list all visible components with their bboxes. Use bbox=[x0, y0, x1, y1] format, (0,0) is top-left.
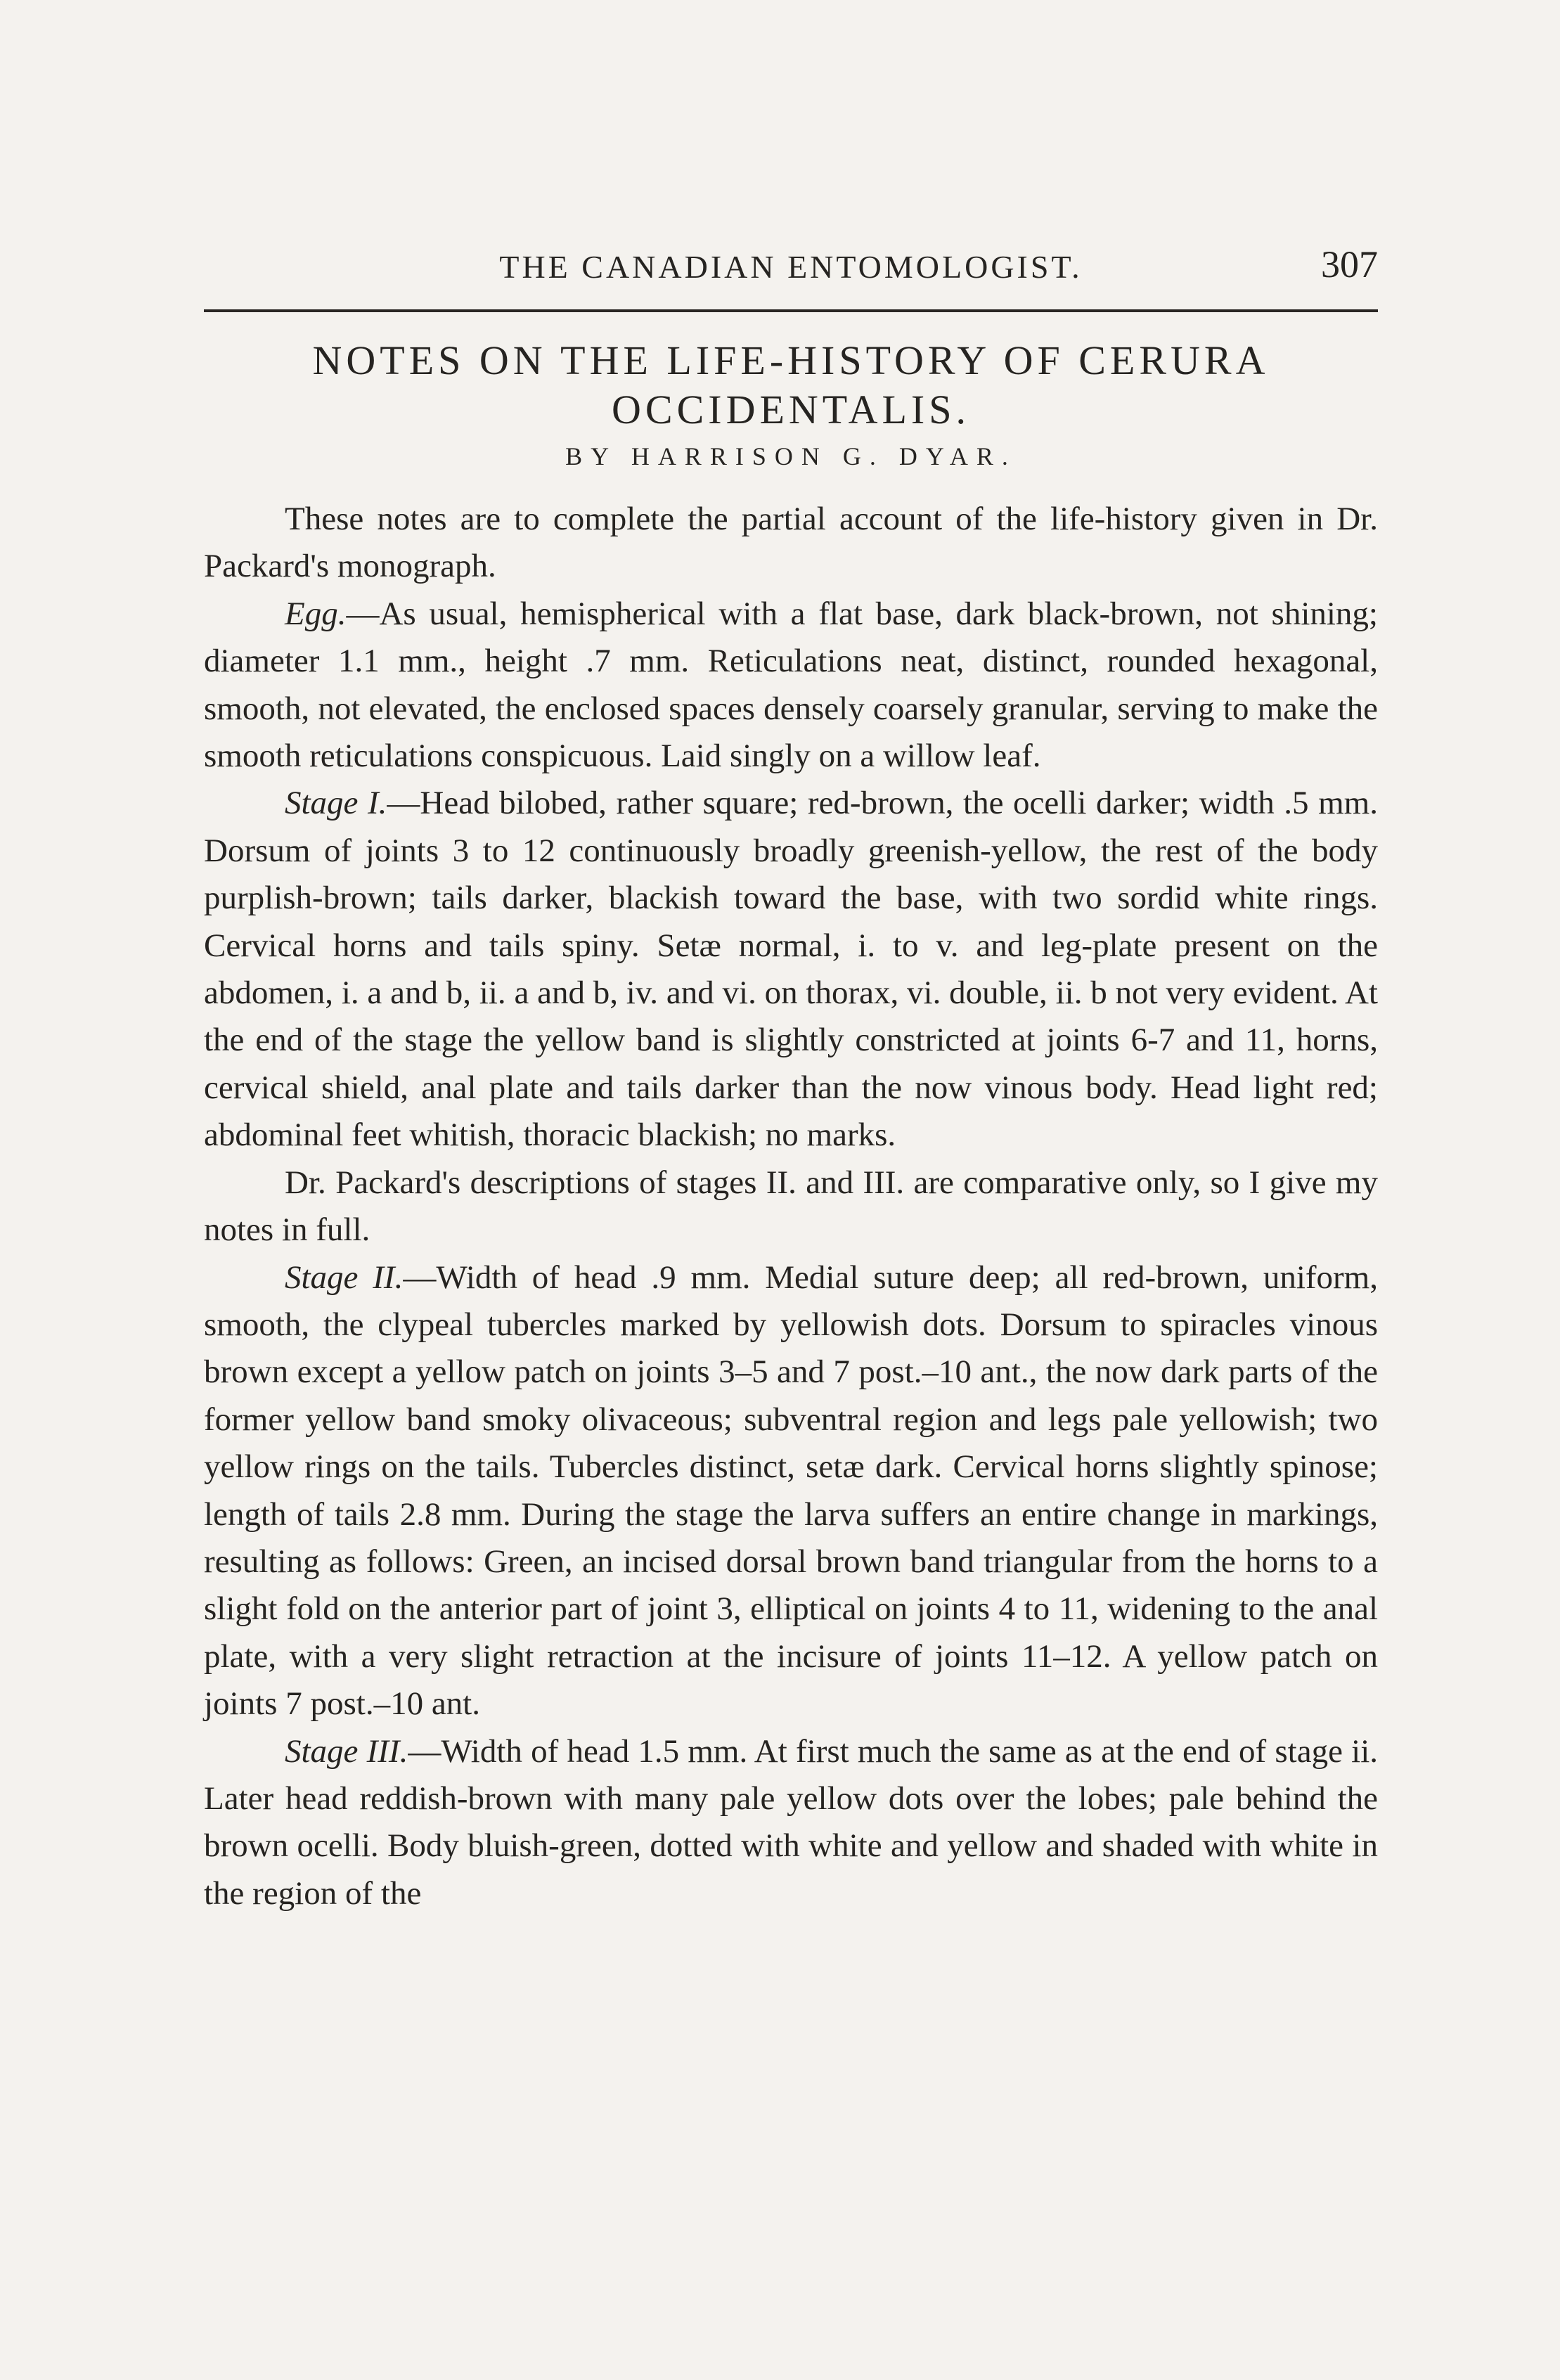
article-title-line-2: OCCIDENTALIS. bbox=[612, 387, 970, 432]
paragraph-text: —Head bilobed, rather square; red-brown, the ocelli darker; width .5 mm. Dorsum of joints 3 to 12 continuously broadly greenish-yellow, the rest of the body purplish-brown; tails darker, blackish toward the base, with two sordid white rings. Cervical horns and tails spiny. Setæ normal, i. to v. and leg-plate present on the abdomen, i. a and b, ii. a and b, iv. and vi. on thorax, vi. double, ii. b not very evident. At the end of the stage the yellow band is slightly constricted at joints 6-7 and 11, horns, cervical shield, anal plate and tails darker than the now vinous body. Head light red; abdominal feet whitish, thoracic blackish; no marks. bbox=[204, 785, 1378, 1154]
paragraph-text: —As usual, hemispherical with a flat base, dark black-brown, not shining; diameter 1.1 mm., height .7 mm. Reticulations neat, distinct, rounded hexagonal, smooth, not elevated, the enclosed spaces densely coarsely granular, serving to make the smooth reticulations conspicuous. Laid singly on a willow leaf. bbox=[204, 595, 1378, 775]
paragraph-stage-1 bbox=[204, 780, 1378, 1159]
paragraph-packard-note bbox=[204, 1159, 1378, 1254]
paragraph-lead: Stage II. bbox=[285, 1259, 404, 1296]
page-header bbox=[204, 243, 1378, 292]
paragraph-stage-3 bbox=[204, 1728, 1378, 1918]
article-body bbox=[204, 496, 1378, 1917]
paragraph-stage-2 bbox=[204, 1254, 1378, 1728]
paragraph-egg bbox=[204, 591, 1378, 780]
paragraph-lead: Stage I. bbox=[285, 785, 387, 822]
article-title-line-1: NOTES ON THE LIFE-HISTORY OF CERURA bbox=[312, 337, 1270, 383]
paragraph-intro bbox=[204, 496, 1378, 591]
article-title bbox=[204, 336, 1378, 435]
paragraph-lead: Egg. bbox=[285, 595, 347, 632]
paragraph-text: Dr. Packard's descriptions of stages II. and III. are comparative only, so I give my notes in full. bbox=[204, 1164, 1378, 1249]
paragraph-lead: Stage III. bbox=[285, 1732, 408, 1770]
paragraph-text: These notes are to complete the partial account of the life-history given in Dr. Packard's monograph. bbox=[204, 501, 1378, 585]
author-byline: BY HARRISON G. DYAR. bbox=[565, 442, 1017, 470]
running-title: THE CANADIAN ENTOMOLOGIST. bbox=[499, 249, 1083, 285]
paragraph-text: —Width of head 1.5 mm. At first much the same as at the end of stage ii. Later head reddish-brown with many pale yellow dots over the lobes; pale behind the brown ocelli. Body bluish-green, dotted with white and yellow and shaded with white in the region of the bbox=[204, 1732, 1379, 1912]
page-number: 307 bbox=[1321, 243, 1378, 285]
header-rule bbox=[204, 309, 1378, 312]
paragraph-text: —Width of head .9 mm. Medial suture deep; all red-brown, uniform, smooth, the clypeal tubercles marked by yellowish dots. Dorsum to spiracles vinous brown except a yellow patch on joints 3–5 and 7 post.–10 ant., the now dark parts of the former yellow band smoky olivaceous; subventral region and legs pale yellowish; two yellow rings on the tails. Tubercles distinct, setæ dark. Cervical horns slightly spinose; length of tails 2.8 mm. During the stage the larva suffers an entire change in markings, resulting as follows: Green, an incised dorsal brown band triangular from the horns to a slight fold on the anterior part of joint 3, elliptical on joints 4 to 11, widening to the anal plate, with a very slight retraction at the incisure of joints 11–12. A yellow patch on joints 7 post.–10 ant. bbox=[204, 1259, 1378, 1723]
